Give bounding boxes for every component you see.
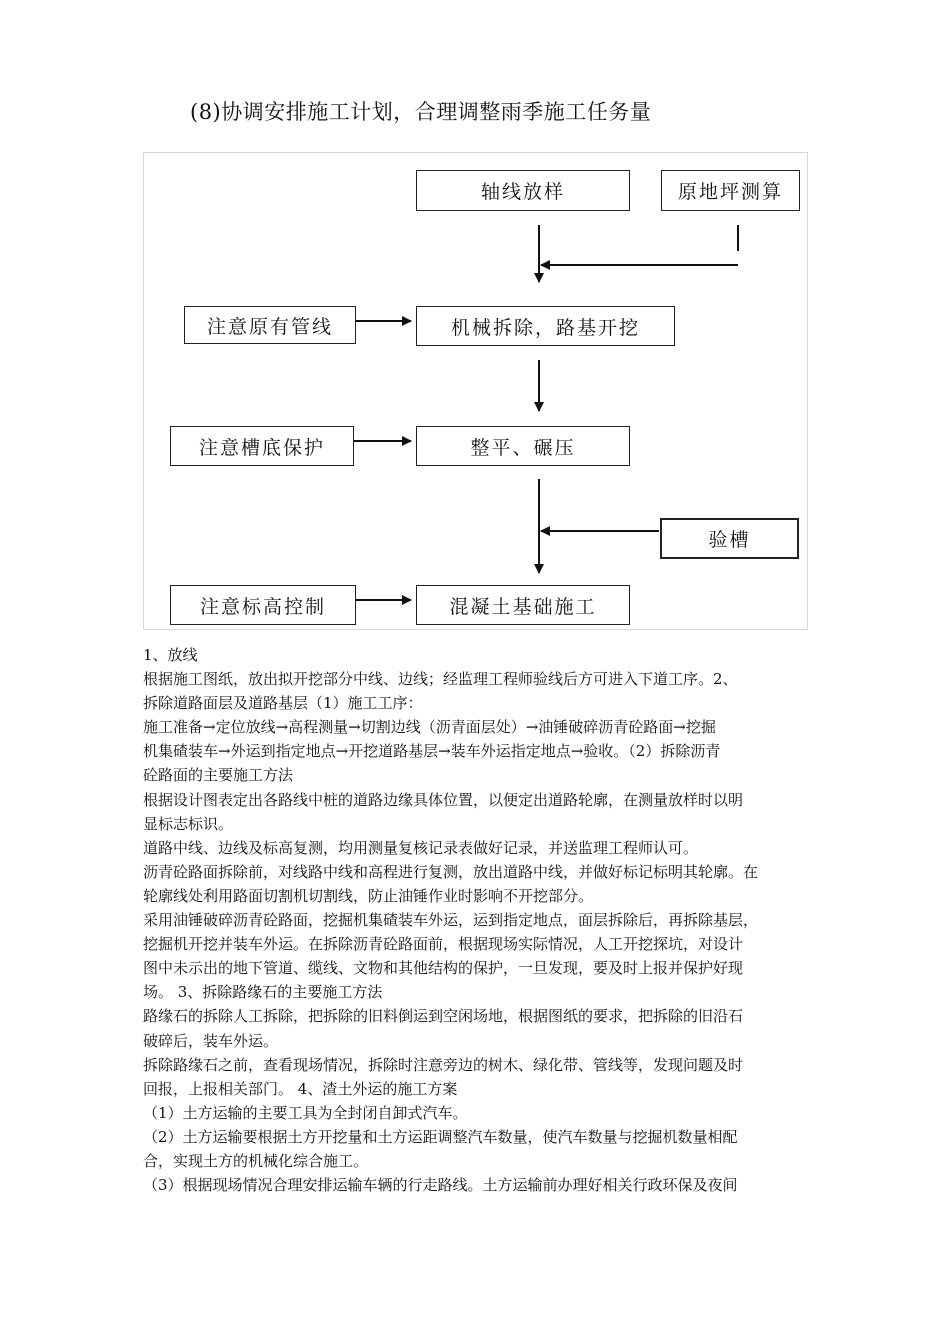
text-line: （3）根据现场情况合理安排运输车辆的行走路线。土方运输前办理好相关行政环保及夜间 xyxy=(143,1176,738,1195)
text-line: 施工准备→定位放线→高程测量→切割边线（沥青面层处）→油锤破碎沥青砼路面→挖掘 xyxy=(143,718,716,737)
text-line: （1）土方运输的主要工具为全封闭自卸式汽车。 xyxy=(143,1103,468,1122)
construction-flowchart xyxy=(143,152,808,630)
section-heading: (8)协调安排施工计划，合理调整雨季施工任务量 xyxy=(190,100,652,124)
text-line: 根据设计图表定出各路线中桩的道路边缘具体位置，以便定出道路轮廓，在测量放样时以明 xyxy=(143,790,744,809)
text-line: 破碎后，装车外运。 xyxy=(143,1031,279,1050)
text-line: 合，实现土方的机械化综合施工。 xyxy=(143,1151,369,1170)
text-line: 场。 3、拆除路缘石的主要施工方法 xyxy=(143,983,383,1002)
box-trench-inspection: 验槽 xyxy=(660,518,799,559)
box-level-compact: 整平、碾压 xyxy=(416,426,630,466)
text-line: 轮廓线处利用路面切割机切割线，防止油锤作业时影响不开挖部分。 xyxy=(143,886,594,905)
text-line: 1、放线 xyxy=(143,646,198,664)
text-line: 路缘石的拆除人工拆除，把拆除的旧料倒运到空闲场地，根据图纸的要求，把拆除的旧沿石 xyxy=(143,1007,744,1026)
text-line: 挖掘机开挖并装车外运。在拆除沥青砼路面前，根据现场实际情况，人工开挖探坑，对设计 xyxy=(143,935,744,954)
text-line: 砼路面的主要施工方法 xyxy=(143,766,294,785)
box-mechanical-demolition: 机械拆除，路基开挖 xyxy=(416,306,675,346)
text-line: 道路中线、边线及标高复测，均用测量复核记录表做好记录，并送监理工程师认可。 xyxy=(143,838,699,857)
text-line: 拆除道路面层及道路基层（1）施工工序： xyxy=(143,694,423,713)
body-text xyxy=(143,643,813,1197)
text-line: 机集碴装车→外运到指定地点→开挖道路基层→装车外运指定地点→验收。（2）拆除沥青 xyxy=(143,742,721,761)
box-note-trench-protection: 注意槽底保护 xyxy=(170,426,354,466)
box-ground-survey: 原地坪测算 xyxy=(661,170,800,211)
box-concrete-foundation: 混凝土基础施工 xyxy=(416,585,630,625)
text-line: 根据施工图纸，放出拟开挖部分中线、边线；经监理工程师验线后方可进入下道工序。2、 xyxy=(143,670,738,689)
text-line: 沥青砼路面拆除前，对线路中线和高程进行复测，放出道路中线，并做好标记标明其轮廓。在 xyxy=(143,862,759,881)
text-line: 回报，上报相关部门。 4、渣土外运的施工方案 xyxy=(143,1079,458,1098)
text-line: 拆除路缘石之前，查看现场情况，拆除时注意旁边的树木、绿化带、管线等，发现问题及时 xyxy=(143,1055,744,1074)
text-line: 显标志标识。 xyxy=(143,814,234,833)
flowchart-connectors xyxy=(144,153,809,631)
text-line: （2）土方运输要根据土方开挖量和土方运距调整汽车数量，使汽车数量与挖掘机数量相配 xyxy=(143,1127,738,1146)
box-note-pipes: 注意原有管线 xyxy=(184,306,356,344)
text-line: 图中未示出的地下管道、缆线、文物和其他结构的保护，一旦发现，要及时上报并保护好现 xyxy=(143,959,744,978)
box-axis-layout: 轴线放样 xyxy=(416,170,630,211)
box-note-elevation: 注意标高控制 xyxy=(170,585,356,625)
text-line: 采用油锤破碎沥青砼路面，挖掘机集碴装车外运，运到指定地点，面层拆除后，再拆除基层， xyxy=(143,911,759,930)
